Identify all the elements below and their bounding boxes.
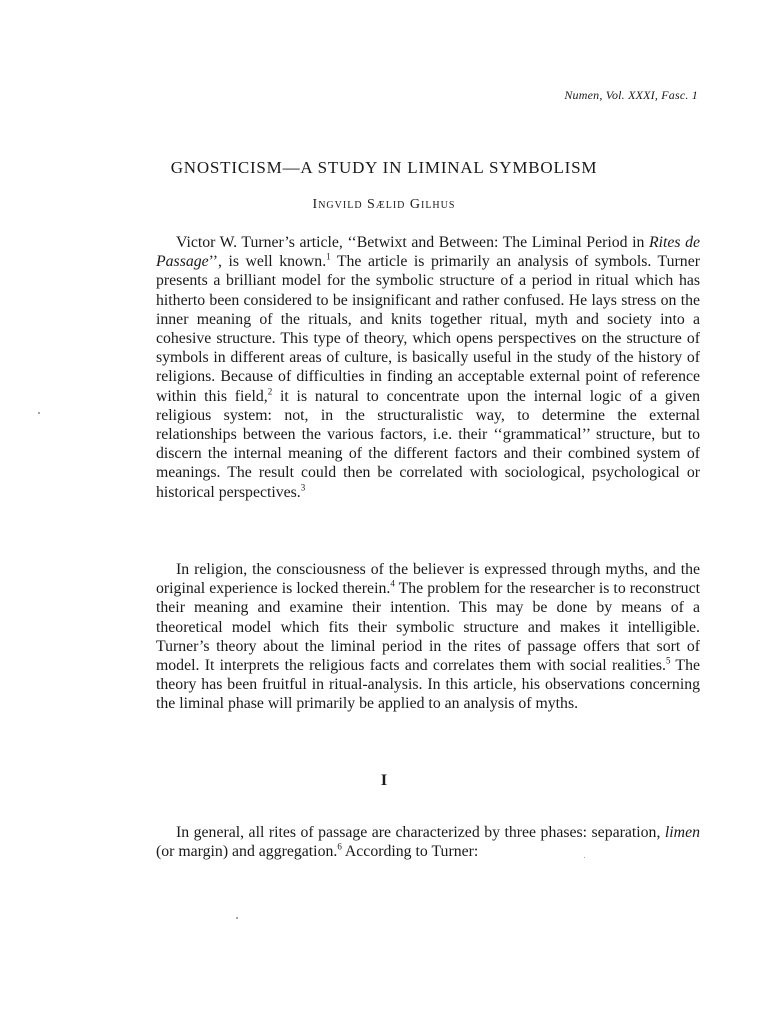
article-title: GNOSTICISM—A STUDY IN LIMINAL SYMBOLISM [170, 158, 598, 177]
paragraph-1: Victor W. Turner’s article, ‘‘Betwixt and Between: The Liminal Period in Rites de Passage’’, is well known.$^1$ The article is primarily an analysis of symbols. Turner presents a brilliant model for the symbolic structure of a period in ritual which has hitherto been considered to be insignificant and rather confused. He lays stress on the inner meaning of the rituals, and knits together ritual, myth and society into a cohesive structure. This type of theory, which opens perspectives on the structure of symbols in different areas of culture, is basically useful in the study of the history of religions. Because of difficulties in finding an acceptable external point of reference within this field,$^2$ it is natural to concentrate upon the internal logic of a given religious system: not, in the structuralistic way, to determine the external relationships between the various factors, i.e. their ‘‘grammatical’’ structure, but to discern the internal meaning of the different factors and their combined system of meanings. The result could then be correlated with sociological, psychological or historical perspectives.$^3$ [156, 234, 701, 501]
journal-reference: Numen, Vol. XXXI, Fasc. 1 [564, 88, 698, 102]
footnote-ref-2[interactable]: 2 [267, 386, 273, 397]
italic-title: Rites de Passage [156, 234, 701, 271]
footnote-ref-5[interactable]: 5 [665, 655, 671, 666]
paragraph-3: In general, all rites of passage are characterized by three phases: separation, limen (or margin) and aggregation.$^6$ According to Turner: [156, 824, 700, 861]
scan-speck [38, 412, 40, 414]
footnote-ref-6[interactable]: 6 [337, 841, 342, 852]
paragraph-2: In religion, the consciousness of the believer is expressed through myths, and the original experience is locked therein.$^4$ The problem for the researcher is to reconstruct their meaning and examine their intention. This may be done by means of a theoretical model which fits their symbolic structure and makes it intelligible. Turner’s theory about the liminal period in the rites of passage offers that sort of model. It interprets the religious facts and correlates them with social realities.$^5$ The theory has been fruitful in ritual-analysis. In this article, his observations concerning the liminal phase will primarily be applied to an analysis of myths. [156, 561, 700, 713]
article-author: Ingvild Sælid Gilhus [312, 197, 456, 212]
scan-speck [584, 857, 585, 858]
footnote-ref-1[interactable]: 1 [326, 251, 331, 262]
scan-speck [236, 917, 238, 919]
italic-term: limen [664, 824, 700, 841]
footnote-ref-3[interactable]: 3 [300, 482, 306, 493]
footnote-ref-4[interactable]: 4 [390, 578, 395, 589]
section-heading: I [380, 772, 388, 789]
